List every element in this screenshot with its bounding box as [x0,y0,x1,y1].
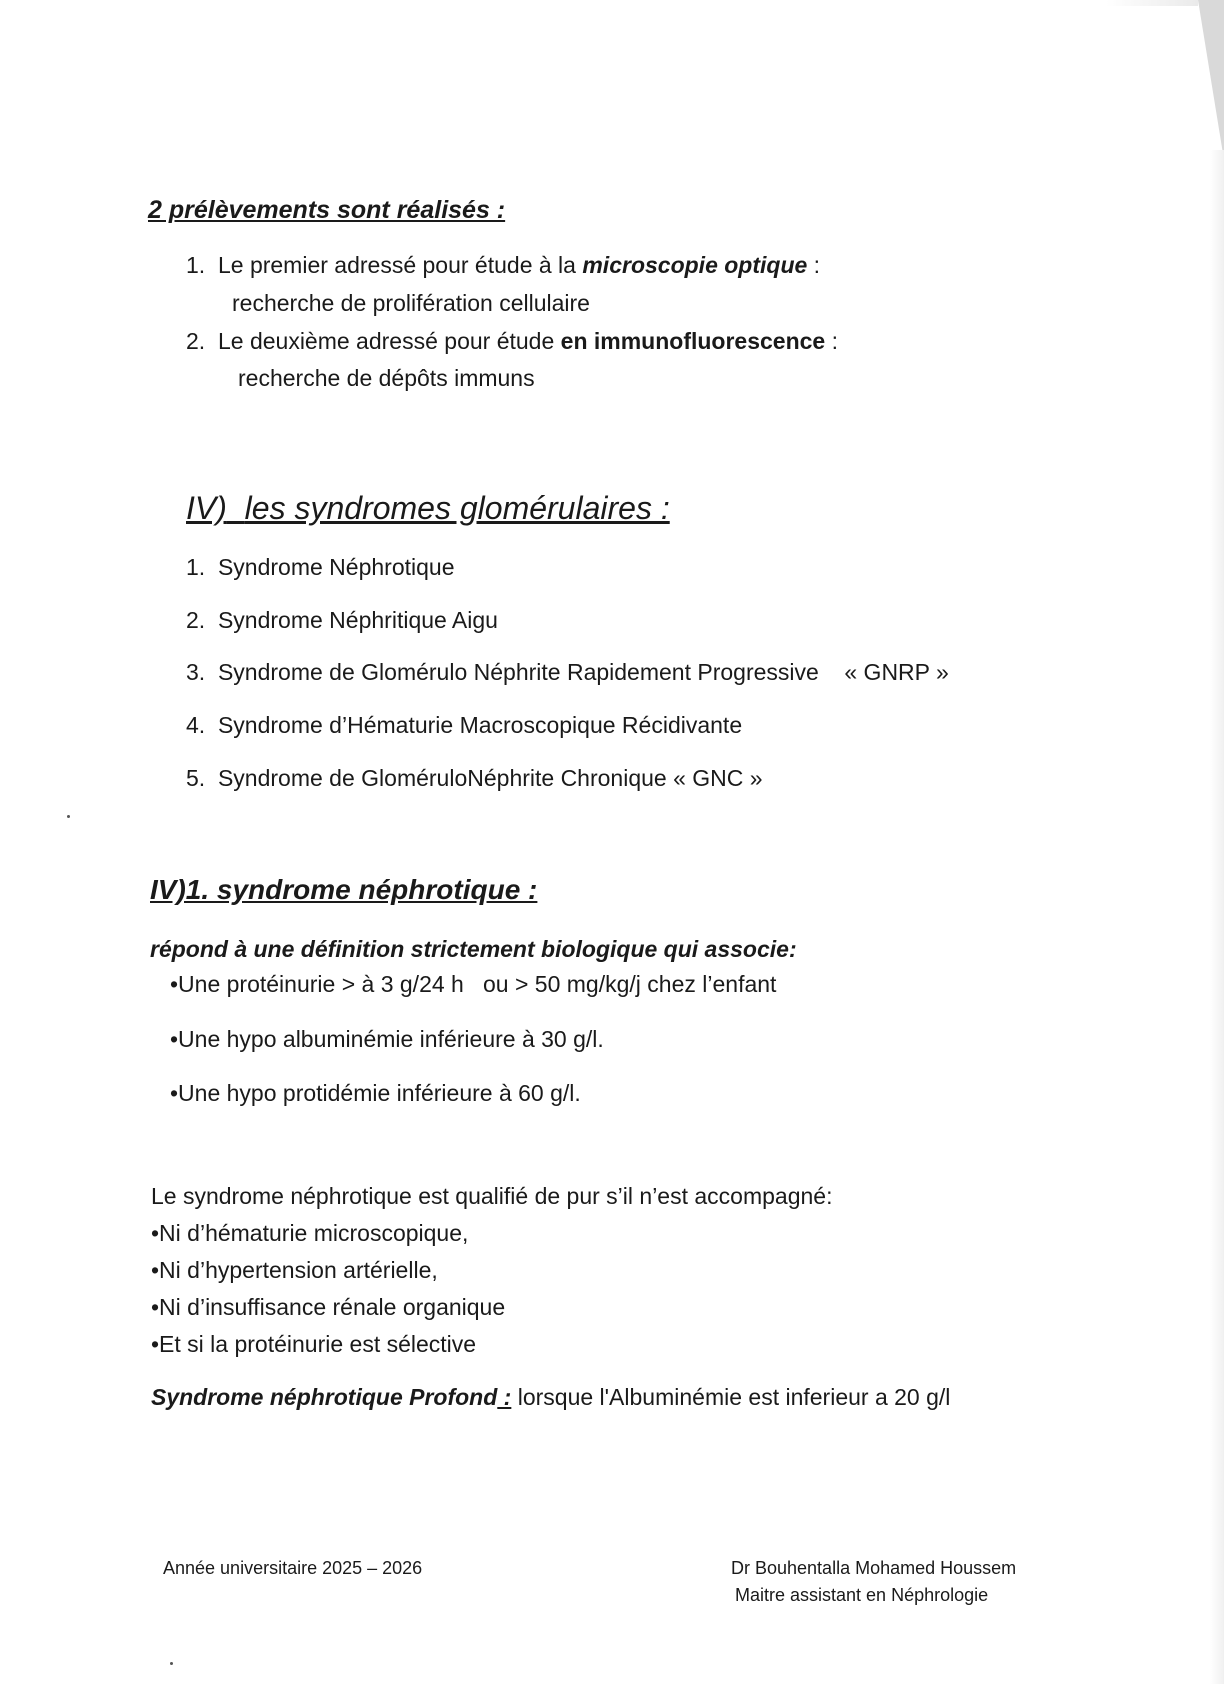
list-number: 4. [186,712,206,738]
pur-item-4: •Et si la protéinurie est sélective [151,1331,477,1357]
prelevement-detail-2: recherche de dépôts immuns [238,365,535,391]
heading-number: IV) [186,490,227,526]
pur-item-2: •Ni d’hypertension artérielle, [151,1257,438,1283]
list-number: 2. [186,328,206,354]
scan-speck [67,815,70,818]
profond-separator: : [497,1384,512,1410]
list-text: Le premier adressé pour étude à la [217,252,583,278]
page-fold-corner [1198,0,1224,160]
list-tail: : [807,252,821,278]
emphasis-text: en immunofluorescence [560,328,826,354]
footer-role: Maitre assistant en Néphrologie [735,1585,989,1605]
list-text: Syndrome Néphrotique [217,554,455,580]
list-text: Le deuxième adressé pour étude [217,328,561,354]
footer-year: Année universitaire 2025 – 2026 [163,1558,423,1578]
syndromes-heading [186,490,670,527]
list-tail: : [825,328,839,354]
scan-speck [170,1662,173,1665]
prelevement-detail-1: recherche de prolifération cellulaire [232,290,590,316]
list-text: Syndrome d’Hématurie Macroscopique Récidivante [217,712,743,738]
pur-item-1: •Ni d’hématurie microscopique, [151,1220,469,1246]
prelevement-item-1 [186,252,820,279]
emphasis-text: microscopie optique [582,252,808,278]
list-number: 3. [186,659,206,685]
list-number: 5. [186,765,206,791]
page-fold-shadow [1106,0,1198,6]
list-number: 2. [186,607,206,633]
criterion-1: •Une protéinurie > à 3 g/24 h ou > 50 mg/kg/j chez l’enfant [170,971,777,997]
list-number: 1. [186,252,206,278]
syndrome-item-5 [186,765,763,792]
scan-edge [1210,150,1224,1684]
profond-definition [151,1384,950,1411]
syndrome-item-3 [186,659,949,686]
prelevements-heading: 2 prélèvements sont réalisés : [148,196,506,224]
pur-item-3: •Ni d’insuffisance rénale organique [151,1294,506,1320]
list-text: Syndrome de GloméruloNéphrite Chronique « GNC » [217,765,763,791]
nephrotique-definition: répond à une définition strictement biologique qui associe: [150,936,797,962]
profond-label: Syndrome néphrotique Profond [151,1384,498,1410]
syndrome-item-1 [186,554,455,581]
profond-text: lorsque l'Albuminémie est inferieur a 20 g/l [511,1384,951,1410]
footer-author: Dr Bouhentalla Mohamed Houssem [731,1558,1017,1578]
criterion-2: •Une hypo albuminémie inférieure à 30 g/l. [170,1026,604,1052]
syndrome-item-4 [186,712,742,739]
pur-intro: Le syndrome néphrotique est qualifié de pur s’il n’est accompagné: [151,1183,833,1209]
nephrotique-heading: IV)1. syndrome néphrotique : [150,874,538,905]
list-number: 1. [186,554,206,580]
criterion-3: •Une hypo protidémie inférieure à 60 g/l. [170,1080,581,1106]
list-text: Syndrome Néphritique Aigu [217,607,498,633]
prelevement-item-2 [186,328,838,355]
list-text: Syndrome de Glomérulo Néphrite Rapidement Progressive « GNRP » [217,659,949,685]
heading-text: les syndromes glomérulaires : [244,490,670,526]
syndrome-item-2 [186,607,498,634]
